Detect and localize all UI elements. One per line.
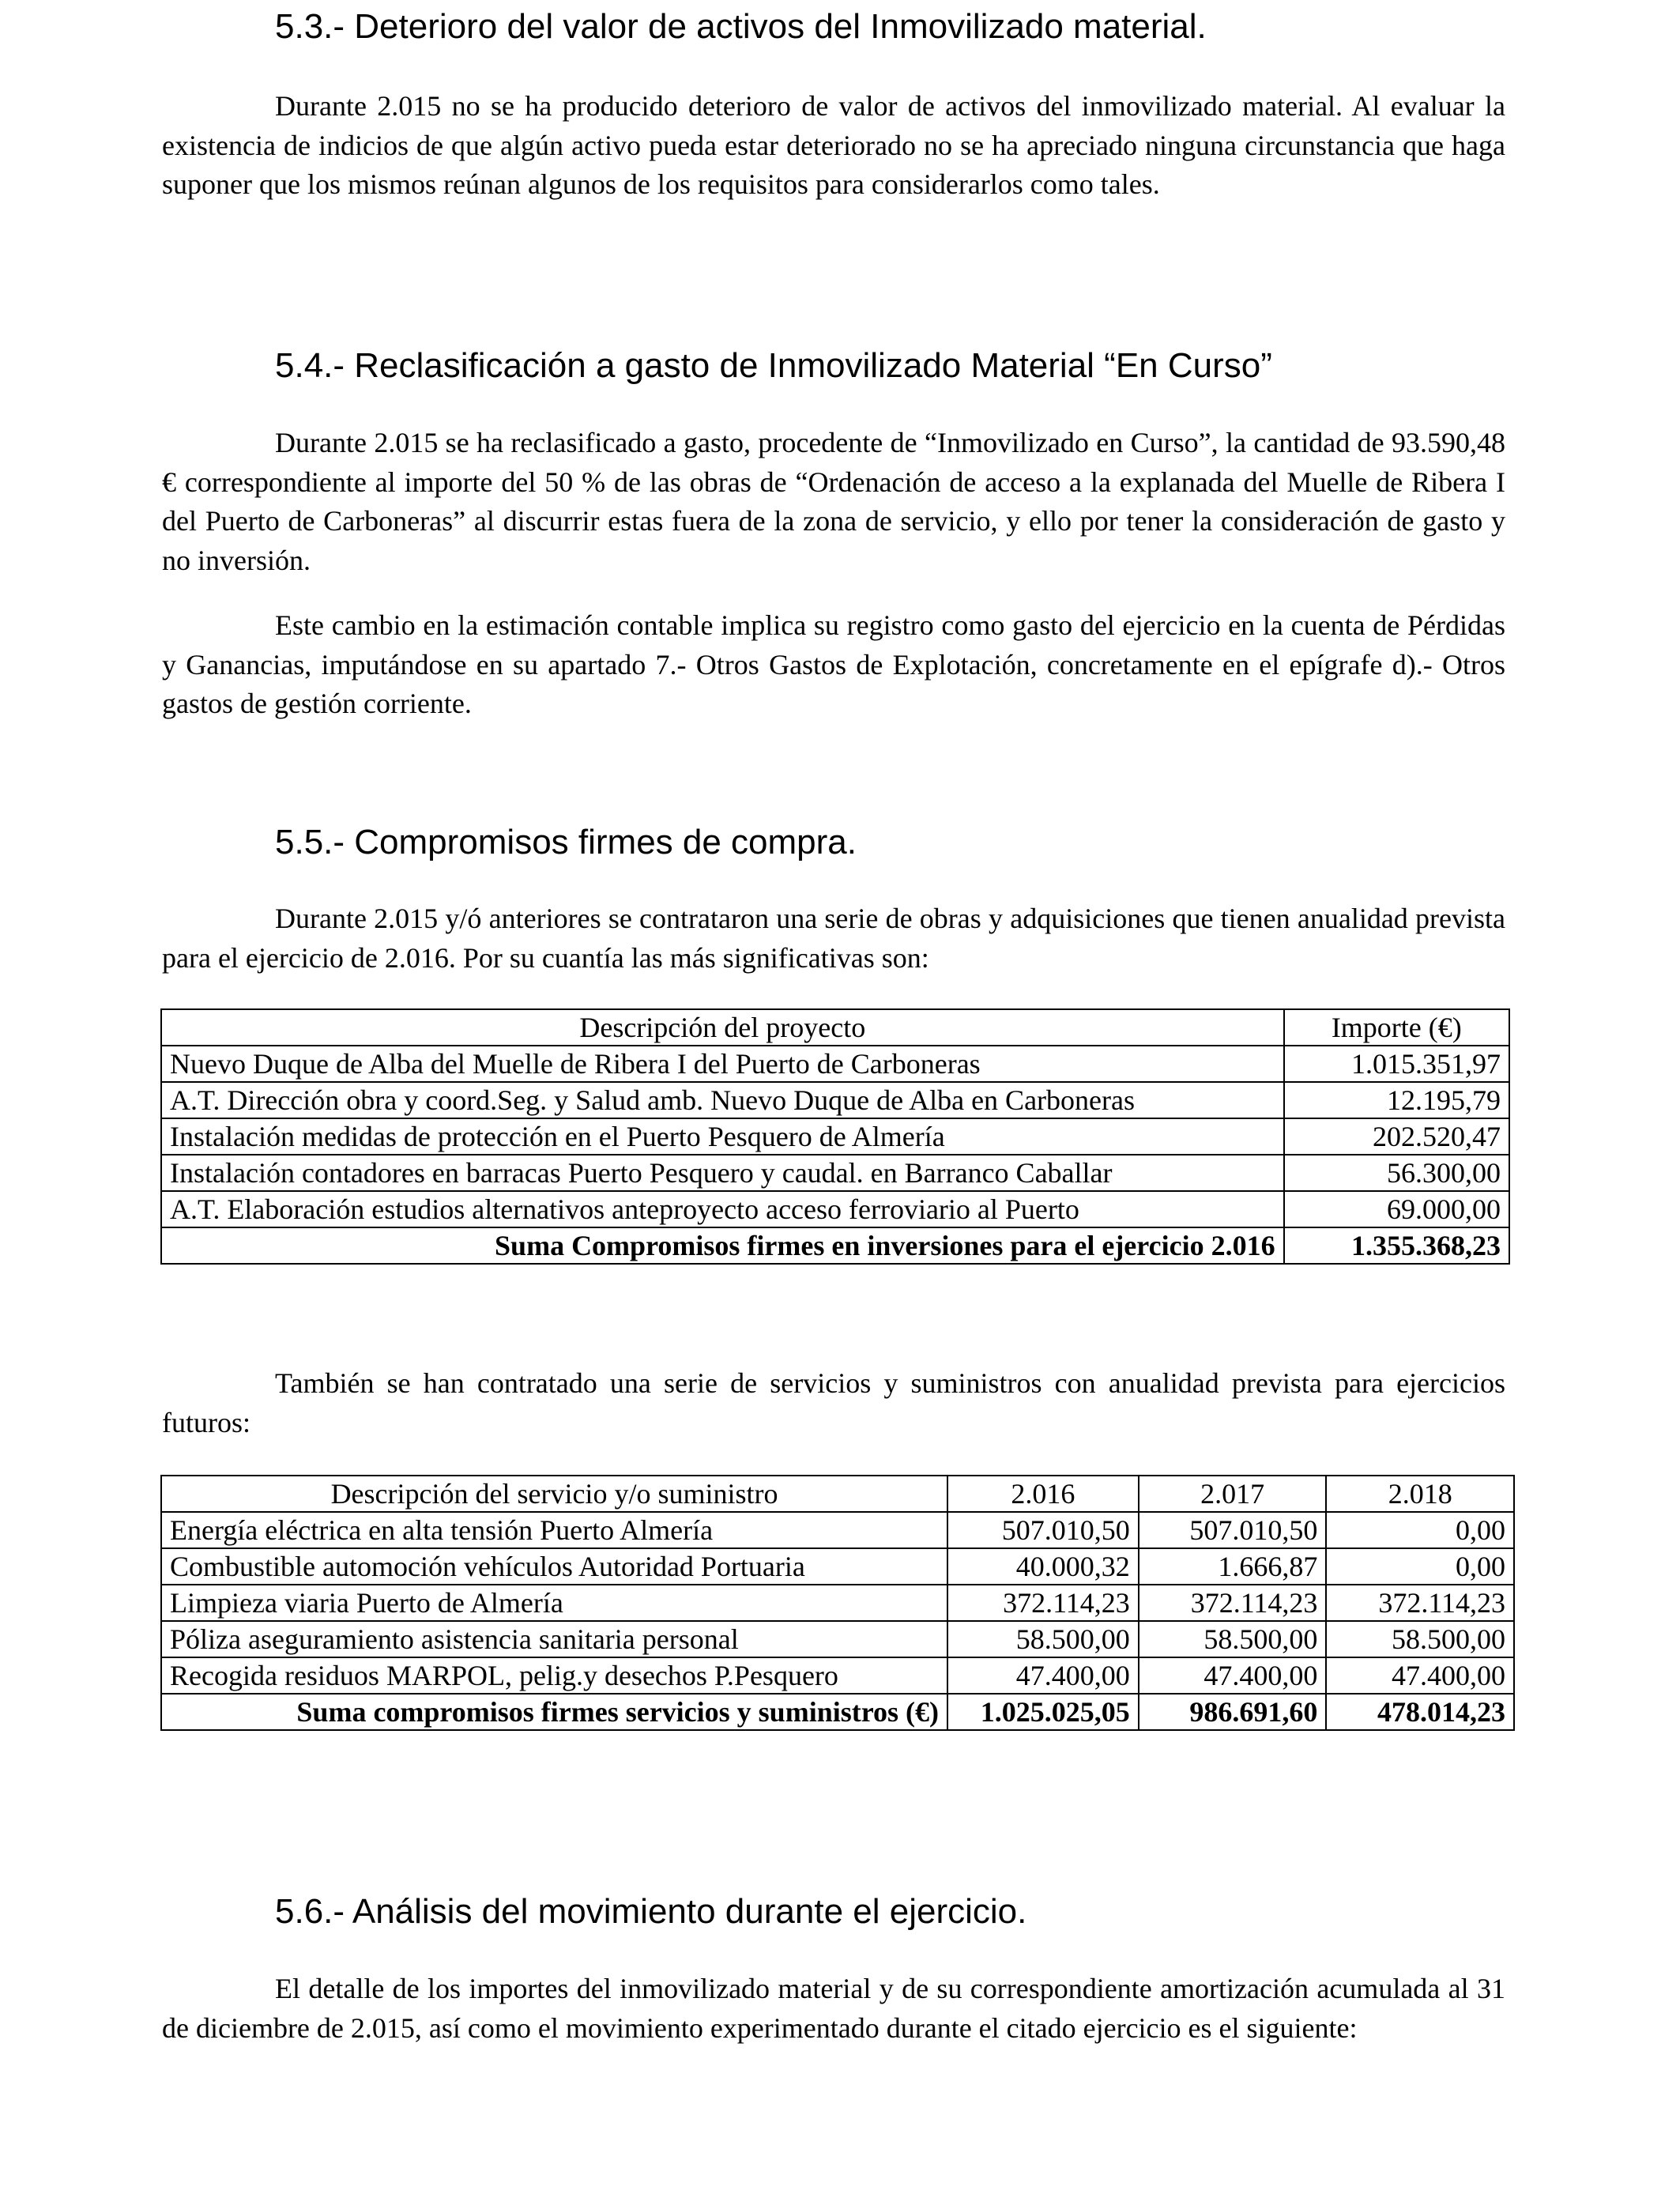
- table-row: [161, 1657, 1514, 1694]
- table-row: [161, 1512, 1514, 1548]
- row-description: Energía eléctrica en alta tensión Puerto Almería: [161, 1512, 947, 1548]
- row-value-2017: 58.500,00: [1139, 1621, 1327, 1657]
- table-row: [161, 1118, 1509, 1155]
- row-description: A.T. Elaboración estudios alternativos anteproyecto acceso ferroviario al Puerto: [161, 1191, 1284, 1227]
- row-description: Póliza aseguramiento asistencia sanitaria personal: [161, 1621, 947, 1657]
- table-row: [161, 1155, 1509, 1191]
- row-amount: 56.300,00: [1284, 1155, 1509, 1191]
- table-row: [161, 1621, 1514, 1657]
- total-2016: 1.025.025,05: [947, 1694, 1139, 1730]
- row-description: Combustible automoción vehículos Autoridad Portuaria: [161, 1548, 947, 1585]
- row-amount: 202.520,47: [1284, 1118, 1509, 1155]
- row-value-2018: 0,00: [1326, 1548, 1514, 1585]
- row-value-2016: 47.400,00: [947, 1657, 1139, 1694]
- row-value-2017: 1.666,87: [1139, 1548, 1327, 1585]
- row-description: Instalación contadores en barracas Puerto Pesquero y caudal. en Barranco Caballar: [161, 1155, 1284, 1191]
- table-row: [161, 1585, 1514, 1621]
- row-amount: 12.195,79: [1284, 1082, 1509, 1118]
- row-value-2016: 58.500,00: [947, 1621, 1139, 1657]
- section-5-5-paragraph-2: También se han contratado una serie de servicios y suministros con anualidad prevista para ejercicios futuros:: [162, 1367, 1505, 1438]
- row-value-2016: 507.010,50: [947, 1512, 1139, 1548]
- row-value-2018: 58.500,00: [1326, 1621, 1514, 1657]
- column-header-2017: 2.017: [1139, 1476, 1327, 1512]
- section-5-4-heading: 5.4.- Reclasificación a gasto de Inmovilizado Material “En Curso”: [275, 346, 1272, 385]
- row-value-2018: 372.114,23: [1326, 1585, 1514, 1621]
- row-value-2017: 507.010,50: [1139, 1512, 1327, 1548]
- row-description: Recogida residuos MARPOL, pelig.y desechos P.Pesquero: [161, 1657, 947, 1694]
- column-header-2016: 2.016: [947, 1476, 1139, 1512]
- investment-commitments-table: [160, 1008, 1510, 1265]
- row-description: Instalación medidas de protección en el Puerto Pesquero de Almería: [161, 1118, 1284, 1155]
- table-row: [161, 1046, 1509, 1082]
- table-row: [161, 1191, 1509, 1227]
- total-2017: 986.691,60: [1139, 1694, 1327, 1730]
- row-amount: 1.015.351,97: [1284, 1046, 1509, 1082]
- row-value-2018: 0,00: [1326, 1512, 1514, 1548]
- row-value-2016: 372.114,23: [947, 1585, 1139, 1621]
- services-commitments-table: [160, 1475, 1515, 1731]
- table-header-row: [161, 1476, 1514, 1512]
- section-5-6-heading: 5.6.- Análisis del movimiento durante el ejercicio.: [275, 1892, 1027, 1931]
- section-5-6-paragraph: El detalle de los importes del inmovilizado material y de su correspondiente amortización acumulada al 31 de diciembre de 2.015, así como el movimiento experimentado durante el citado ejercicio es el siguiente:: [162, 1973, 1505, 2044]
- column-header-description: Descripción del servicio y/o suministro: [161, 1476, 947, 1512]
- total-2018: 478.014,23: [1326, 1694, 1514, 1730]
- row-description: Limpieza viaria Puerto de Almería: [161, 1585, 947, 1621]
- row-value-2018: 47.400,00: [1326, 1657, 1514, 1694]
- total-amount: 1.355.368,23: [1284, 1227, 1509, 1264]
- section-5-3-paragraph: Durante 2.015 no se ha producido deterioro de valor de activos del inmovilizado material. Al evaluar la existencia de indicios de que algún activo pueda estar deteriorado no se ha apreciado ninguna circunstancia que haga suponer que los mismos reúnan algunos de los requisitos para considerarlos como tales.: [162, 90, 1505, 200]
- row-value-2017: 47.400,00: [1139, 1657, 1327, 1694]
- section-5-5-heading: 5.5.- Compromisos firmes de compra.: [275, 823, 857, 861]
- row-value-2016: 40.000,32: [947, 1548, 1139, 1585]
- column-header-description: Descripción del proyecto: [161, 1009, 1284, 1046]
- row-amount: 69.000,00: [1284, 1191, 1509, 1227]
- table-row: [161, 1082, 1509, 1118]
- column-header-2018: 2.018: [1326, 1476, 1514, 1512]
- section-5-3-heading: 5.3.- Deterioro del valor de activos del Inmovilizado material.: [275, 7, 1207, 46]
- table-total-row: [161, 1694, 1514, 1730]
- section-5-4-paragraph-1: Durante 2.015 se ha reclasificado a gasto, procedente de “Inmovilizado en Curso”, la cantidad de 93.590,48 € correspondiente al importe del 50 % de las obras de “Ordenación de acceso a la explanada del Muelle de Ribera I del Puerto de Carboneras” al discurrir estas fuera de la zona de servicio, y ello por tener la consideración de gasto y no inversión.: [162, 427, 1505, 576]
- row-description: A.T. Dirección obra y coord.Seg. y Salud amb. Nuevo Duque de Alba en Carboneras: [161, 1082, 1284, 1118]
- total-label: Suma compromisos firmes servicios y suministros (€): [161, 1694, 947, 1730]
- table-header-row: [161, 1009, 1509, 1046]
- table-total-row: [161, 1227, 1509, 1264]
- total-label: Suma Compromisos firmes en inversiones para el ejercicio 2.016: [161, 1227, 1284, 1264]
- row-description: Nuevo Duque de Alba del Muelle de Ribera I del Puerto de Carboneras: [161, 1046, 1284, 1082]
- section-5-5-paragraph-1: Durante 2.015 y/ó anteriores se contrataron una serie de obras y adquisiciones que tienen anualidad prevista para el ejercicio de 2.016. Por su cuantía las más significativas son:: [162, 903, 1505, 974]
- row-value-2017: 372.114,23: [1139, 1585, 1327, 1621]
- section-5-4-paragraph-2: Este cambio en la estimación contable implica su registro como gasto del ejercicio en la cuenta de Pérdidas y Ganancias, imputándose en su apartado 7.- Otros Gastos de Explotación, concretamente en el epígrafe d).- Otros gastos de gestión corriente.: [162, 609, 1505, 719]
- column-header-amount: Importe (€): [1284, 1009, 1509, 1046]
- table-row: [161, 1548, 1514, 1585]
